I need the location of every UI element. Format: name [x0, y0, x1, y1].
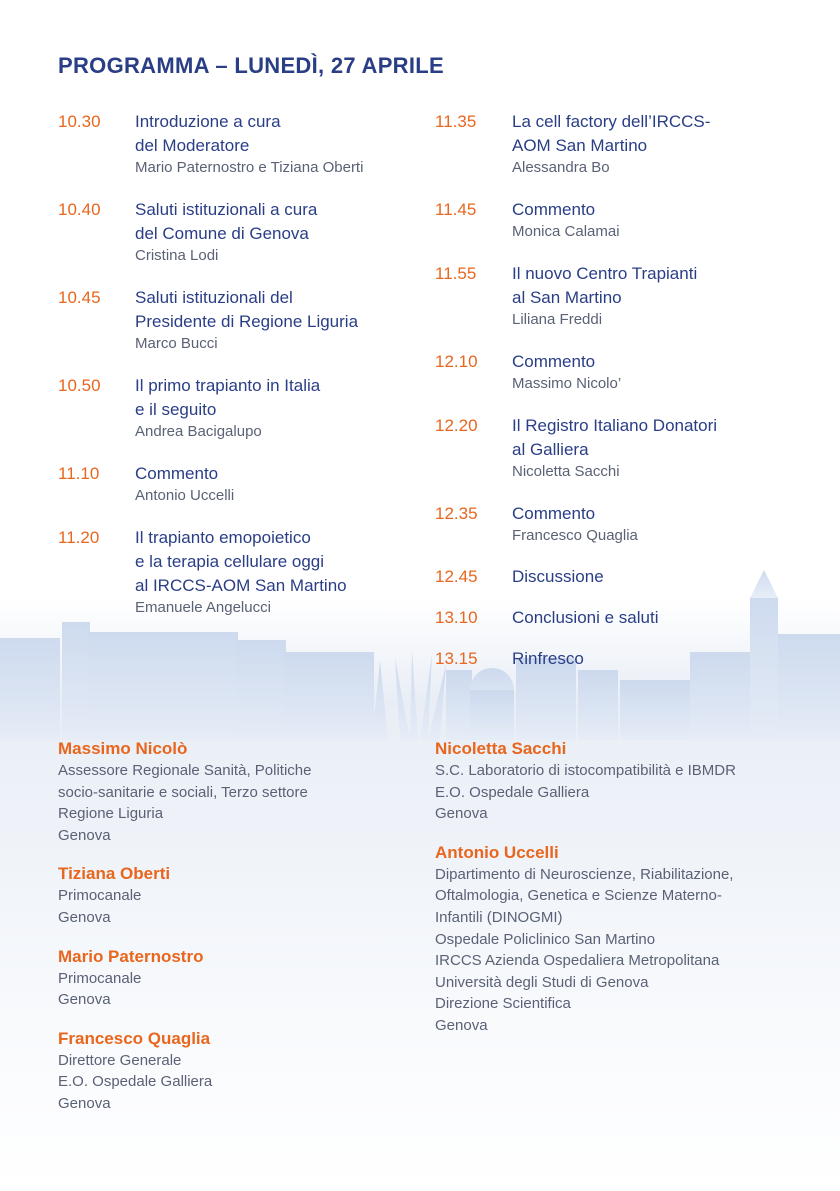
session-title: Commento	[512, 504, 596, 523]
person-detail: Direttore Generale	[58, 1051, 182, 1069]
page-title: PROGRAMMA – LUNEDÌ, 27 APRILE	[58, 53, 444, 78]
time-label: 12.35	[435, 504, 478, 523]
schedule-item	[435, 198, 815, 242]
person-detail: E.O. Ospedale Galliera	[435, 783, 590, 801]
schedule-item	[435, 350, 815, 394]
speaker-name: Nicoletta Sacchi	[512, 463, 620, 480]
person-name: Antonio Uccelli	[435, 842, 559, 862]
people-left-column	[58, 738, 428, 1132]
person-detail: IRCCS Azienda Ospedaliera Metropolitana	[435, 952, 720, 970]
person-entry	[58, 738, 428, 846]
person-detail: Primocanale	[58, 887, 142, 905]
speaker-name: Antonio Uccelli	[135, 487, 235, 504]
session-title: Commento	[512, 200, 596, 219]
session-title: La cell factory dell’IRCCS- AOM San Martino	[512, 112, 711, 155]
schedule-item	[58, 462, 438, 506]
time-label: 10.45	[58, 288, 101, 307]
speaker-name: Cristina Lodi	[135, 247, 219, 264]
schedule-item	[58, 198, 438, 266]
time-label: 12.45	[435, 567, 478, 586]
schedule-item	[58, 374, 438, 442]
person-detail: Ospedale Policlinico San Martino	[435, 930, 656, 948]
time-label: 10.40	[58, 200, 101, 219]
person-detail: Genova	[435, 1016, 488, 1034]
time-label: 11.10	[58, 464, 100, 483]
session-title: Discussione	[512, 567, 604, 586]
time-label: 12.20	[435, 416, 478, 435]
session-title: Saluti istituzionali a cura del Comune di Genova	[135, 200, 318, 243]
time-label: 11.35	[435, 112, 477, 131]
schedule-item	[58, 526, 438, 618]
person-name: Massimo Nicolò	[58, 739, 188, 758]
time-label: 10.50	[58, 376, 101, 395]
person-detail: Genova	[435, 805, 488, 823]
schedule-item	[435, 502, 815, 546]
time-label: 13.15	[435, 649, 478, 668]
person-entry	[435, 738, 805, 825]
person-detail: Genova	[58, 908, 111, 926]
person-entry	[58, 946, 428, 1011]
session-title: Il Registro Italiano Donatori al Galliera	[512, 416, 718, 459]
person-detail: socio-sanitarie e sociali, Terzo settore	[58, 783, 308, 801]
speaker-name: Monica Calamai	[512, 223, 620, 240]
speaker-name: Francesco Quaglia	[512, 527, 638, 544]
schedule-item	[435, 606, 815, 630]
speaker-name: Mario Paternostro e Tiziana Oberti	[135, 159, 364, 176]
person-detail: Direzione Scientifica	[435, 995, 571, 1013]
person-name: Mario Paternostro	[58, 946, 204, 966]
person-detail: Genova	[58, 1094, 111, 1112]
person-detail: Infantili (DINOGMI)	[435, 908, 563, 926]
person-detail: Regione Liguria	[58, 805, 164, 823]
session-title: Saluti istituzionali del Presidente di Regione Liguria	[135, 288, 359, 331]
schedule-right-column	[435, 110, 815, 671]
person-entry	[435, 842, 805, 1037]
time-label: 11.20	[58, 528, 100, 547]
speaker-name: Andrea Bacigalupo	[135, 423, 262, 440]
schedule-item	[435, 262, 815, 330]
person-name: Francesco Quaglia	[58, 1028, 211, 1048]
person-detail: Primocanale	[58, 969, 142, 987]
schedule-left-column	[58, 110, 438, 618]
person-name: Tiziana Oberti	[58, 864, 171, 884]
session-title: Il primo trapianto in Italia e il seguito	[135, 376, 321, 419]
speaker-name: Liliana Freddi	[512, 311, 603, 328]
session-title: Commento	[512, 352, 596, 371]
speaker-name: Marco Bucci	[135, 335, 218, 352]
people-right-column	[435, 738, 805, 1054]
person-detail: Università degli Studi di Genova	[435, 973, 649, 991]
schedule-item	[435, 110, 815, 178]
session-title: Commento	[135, 464, 219, 483]
schedule-item	[435, 414, 815, 482]
speaker-name: Alessandra Bo	[512, 159, 610, 176]
person-entry	[58, 1028, 428, 1115]
session-title: Conclusioni e saluti	[512, 608, 659, 627]
schedule-item	[58, 110, 438, 178]
schedule-item	[58, 286, 438, 354]
person-detail: Assessore Regionale Sanità, Politiche	[58, 762, 312, 779]
time-label: 11.45	[435, 200, 477, 219]
person-detail: E.O. Ospedale Galliera	[58, 1073, 213, 1091]
person-detail: Oftalmologia, Genetica e Scienze Materno-	[435, 887, 722, 905]
person-entry	[58, 863, 428, 928]
time-label: 11.55	[435, 264, 477, 283]
session-title: Rinfresco	[512, 649, 584, 668]
speaker-name: Emanuele Angelucci	[135, 599, 271, 616]
schedule-item	[435, 565, 815, 589]
time-label: 10.30	[58, 112, 101, 131]
person-detail: Dipartimento di Neuroscienze, Riabilitazione,	[435, 865, 734, 883]
schedule-item	[435, 647, 815, 671]
time-label: 12.10	[435, 352, 478, 371]
person-detail: Genova	[58, 826, 111, 844]
speaker-name: Massimo Nicolo’	[512, 375, 622, 392]
session-title: Il nuovo Centro Trapianti al San Martino	[512, 264, 698, 307]
person-detail: S.C. Laboratorio di istocompatibilità e IBMDR	[435, 762, 736, 779]
person-name: Nicoletta Sacchi	[435, 739, 567, 758]
time-label: 13.10	[435, 608, 478, 627]
session-title: Introduzione a cura del Moderatore	[135, 112, 281, 155]
session-title: Il trapianto emopoietico e la terapia cellulare oggi al IRCCS-AOM San Martino	[135, 528, 347, 595]
person-detail: Genova	[58, 991, 111, 1009]
